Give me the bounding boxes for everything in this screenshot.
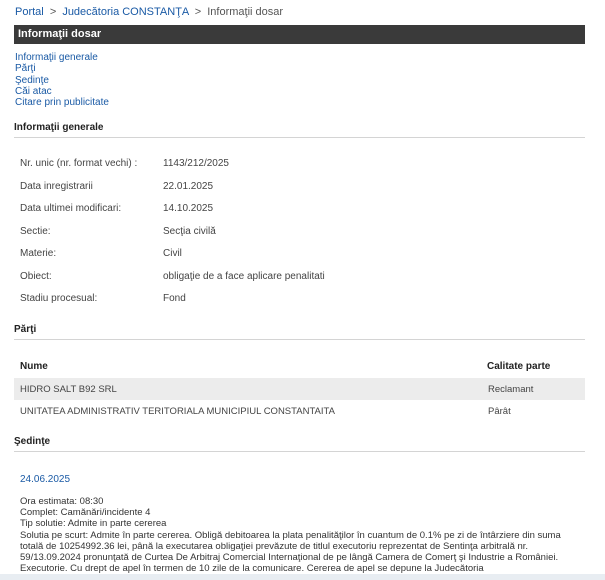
info-label: Data ultimei modificari:	[20, 203, 122, 214]
parti-table-header	[20, 361, 575, 372]
breadcrumb-current: Informaţii dosar	[207, 6, 284, 18]
hearing-date: 24.06.2025	[20, 474, 71, 485]
hearing-solution-summary: Solutia pe scurt: Admite în parte cererea. Obligă debitoarea la plata penalităţilor în cuantum de 0.1% pe zi de întârziere din suma totală de 10254992.36 lei, până la executarea obligaţiei prevăzute de titlul executoriu reprezentat de Sentinţa arbitrală nr. 59/13.09.2024 pronunţată de Curtea De Arbitraj Comercial Internaţional de pe lângă Camera de Comerţ şi Industrie a României. Executorie. Cu drept de apel în termen de 10 zile de la comunicare. Cererea de apel se depune la Judecătoria	[20, 529, 561, 575]
sedinte-section-heading: Şedinţe	[14, 436, 585, 452]
parti-col-name-header: Nume	[20, 361, 48, 372]
info-value: 1143/212/2025	[163, 158, 229, 169]
hearing-time: Ora estimata: 08:30	[20, 496, 104, 507]
info-row	[20, 248, 463, 271]
breadcrumb-court-link[interactable]: Judecătoria CONSTANŢA	[62, 6, 189, 18]
info-label: Nr. unic (nr. format vechi) :	[20, 158, 138, 169]
info-label: Sectie:	[20, 225, 51, 237]
party-name: HIDRO SALT B92 SRL	[20, 384, 117, 395]
info-row	[20, 226, 463, 249]
hearing-solution-type: Tip solutie: Admite in parte cererea	[20, 518, 167, 530]
info-table	[20, 158, 463, 316]
info-value: Secţia civilă	[163, 225, 216, 237]
info-section-heading: Informaţii generale	[14, 122, 585, 138]
nav-link-cai-atac[interactable]: Căi atac	[15, 85, 52, 97]
bottom-strip	[0, 574, 605, 580]
table-row	[14, 378, 585, 400]
breadcrumb	[15, 6, 283, 18]
info-value: Civil	[163, 248, 182, 259]
table-row	[14, 400, 585, 422]
info-value: 14.10.2025	[163, 203, 214, 214]
info-label: Stadiu procesual:	[20, 293, 98, 304]
info-row	[20, 293, 463, 316]
hearing-details	[20, 496, 580, 574]
nav-link-parti[interactable]: Părţi	[15, 63, 36, 75]
section-nav	[15, 52, 109, 108]
nav-link-citare-publicitate[interactable]: Citare prin publicitate	[15, 97, 109, 109]
party-role: Reclamant	[488, 384, 534, 395]
info-value: Fond	[163, 293, 186, 304]
nav-link-informatii-generale[interactable]: Informaţii generale	[15, 52, 98, 63]
info-label: Obiect:	[20, 270, 52, 282]
breadcrumb-separator: >	[49, 6, 57, 18]
nav-link-sedinte[interactable]: Şedinţe	[15, 74, 49, 86]
party-role: Pârât	[488, 406, 511, 417]
info-row	[20, 271, 463, 294]
breadcrumb-separator: >	[194, 6, 202, 18]
breadcrumb-portal-link[interactable]: Portal	[15, 6, 44, 18]
info-value: obligaţie de a face aplicare penalitati	[163, 270, 325, 282]
info-row	[20, 181, 463, 204]
info-value: 22.01.2025	[163, 180, 214, 192]
parti-section-heading: Părţi	[14, 324, 585, 340]
parti-col-role-header: Calitate parte	[487, 361, 551, 372]
info-label: Data inregistrarii	[20, 180, 93, 192]
info-row	[20, 203, 463, 226]
hearing-panel: Complet: Camănări/incidente 4	[20, 507, 151, 519]
info-row	[20, 158, 463, 181]
page-title: Informaţii dosar	[14, 25, 585, 44]
party-name: UNITATEA ADMINISTRATIV TERITORIALA MUNICIPIUL CONSTANTAITA	[20, 406, 335, 417]
info-label: Materie:	[20, 248, 57, 259]
